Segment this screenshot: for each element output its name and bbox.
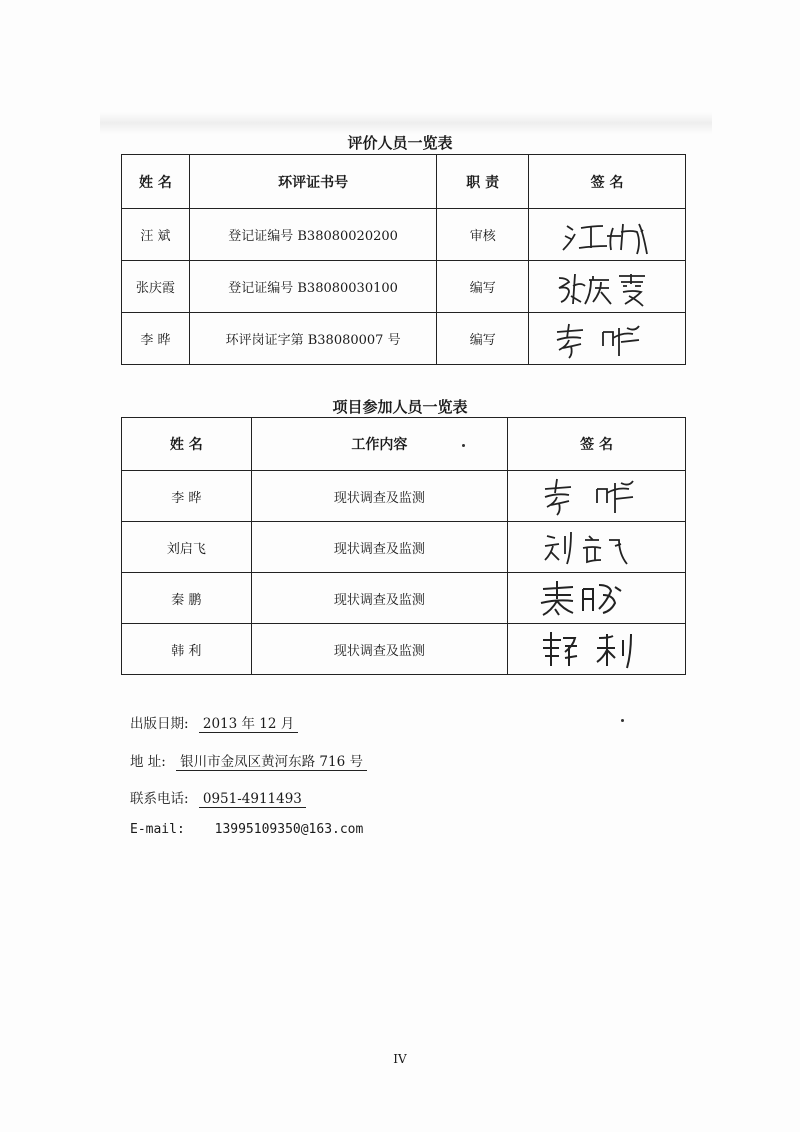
publish-date-value: 2013 年 12 月 <box>199 712 298 733</box>
email-value: 13995109350@163.com <box>214 822 364 837</box>
cell-name: 李 晔 <box>122 471 252 522</box>
page-number: IV <box>393 1052 407 1066</box>
cell-certificate: 登记证编号 B38080020200 <box>189 209 437 261</box>
table-row <box>122 261 686 313</box>
cell-duty: 审核 <box>437 209 529 261</box>
email <box>130 822 367 837</box>
header-certificate: 环评证书号 <box>189 155 437 209</box>
signature-liuqifei <box>537 526 657 568</box>
cell-name: 汪 斌 <box>122 209 190 261</box>
email-label: E-mail: <box>130 822 185 837</box>
signature-liye <box>547 318 667 360</box>
scan-shadow <box>100 112 712 134</box>
table-row <box>122 522 686 573</box>
cell-work: 现状调查及监测 <box>251 471 507 522</box>
signature-image <box>508 471 686 522</box>
cell-name: 刘启飞 <box>122 522 252 573</box>
cell-name: 李 晔 <box>122 313 190 365</box>
cell-name: 韩 利 <box>122 624 252 675</box>
phone-value: 0951-4911493 <box>199 791 306 808</box>
signature-image <box>529 209 686 261</box>
evaluation-table <box>121 154 686 365</box>
table-row <box>122 209 686 261</box>
cell-work: 现状调查及监测 <box>251 573 507 624</box>
table-row <box>122 313 686 365</box>
cell-duty: 编写 <box>437 313 529 365</box>
address <box>130 750 367 771</box>
header-signature: 签 名 <box>508 418 686 471</box>
evaluation-table-title: 评价人员一览表 <box>347 134 453 152</box>
scan-speck <box>462 444 465 447</box>
cell-certificate: 登记证编号 B38080030100 <box>189 261 437 313</box>
signature-zhangqingxia <box>547 266 667 308</box>
signature-wangbin <box>547 214 667 256</box>
signature-image <box>508 522 686 573</box>
participants-table <box>121 417 686 675</box>
cell-work: 现状调查及监测 <box>251 624 507 675</box>
cell-name: 张庆霞 <box>122 261 190 313</box>
signature-liye-2 <box>537 475 657 517</box>
cell-work: 现状调查及监测 <box>251 522 507 573</box>
phone-label: 联系电话: <box>130 791 189 807</box>
header-signature: 签 名 <box>529 155 686 209</box>
cell-certificate: 环评岗证字第 B38080007 号 <box>189 313 437 365</box>
header-name: 姓 名 <box>122 418 252 471</box>
signature-qinpeng <box>537 577 657 619</box>
address-label: 地 址: <box>130 754 166 770</box>
header-work: 工作内容 <box>251 418 507 471</box>
cell-name: 秦 鹏 <box>122 573 252 624</box>
cell-duty: 编写 <box>437 261 529 313</box>
header-duty: 职 责 <box>437 155 529 209</box>
table-row <box>122 573 686 624</box>
table-row <box>122 471 686 522</box>
scan-speck <box>621 719 624 722</box>
participants-table-title: 项目参加人员一览表 <box>332 398 468 416</box>
signature-image <box>508 624 686 675</box>
table-row <box>122 624 686 675</box>
signature-image <box>529 313 686 365</box>
address-value: 银川市金凤区黄河东路 716 号 <box>176 750 367 771</box>
publish-date-label: 出版日期: <box>130 716 189 732</box>
table-header-row <box>122 155 686 209</box>
signature-image <box>529 261 686 313</box>
table-header-row <box>122 418 686 471</box>
signature-hanli <box>537 628 657 670</box>
header-name: 姓 名 <box>122 155 190 209</box>
publish-date <box>130 712 298 733</box>
phone <box>130 787 306 808</box>
signature-image <box>508 573 686 624</box>
